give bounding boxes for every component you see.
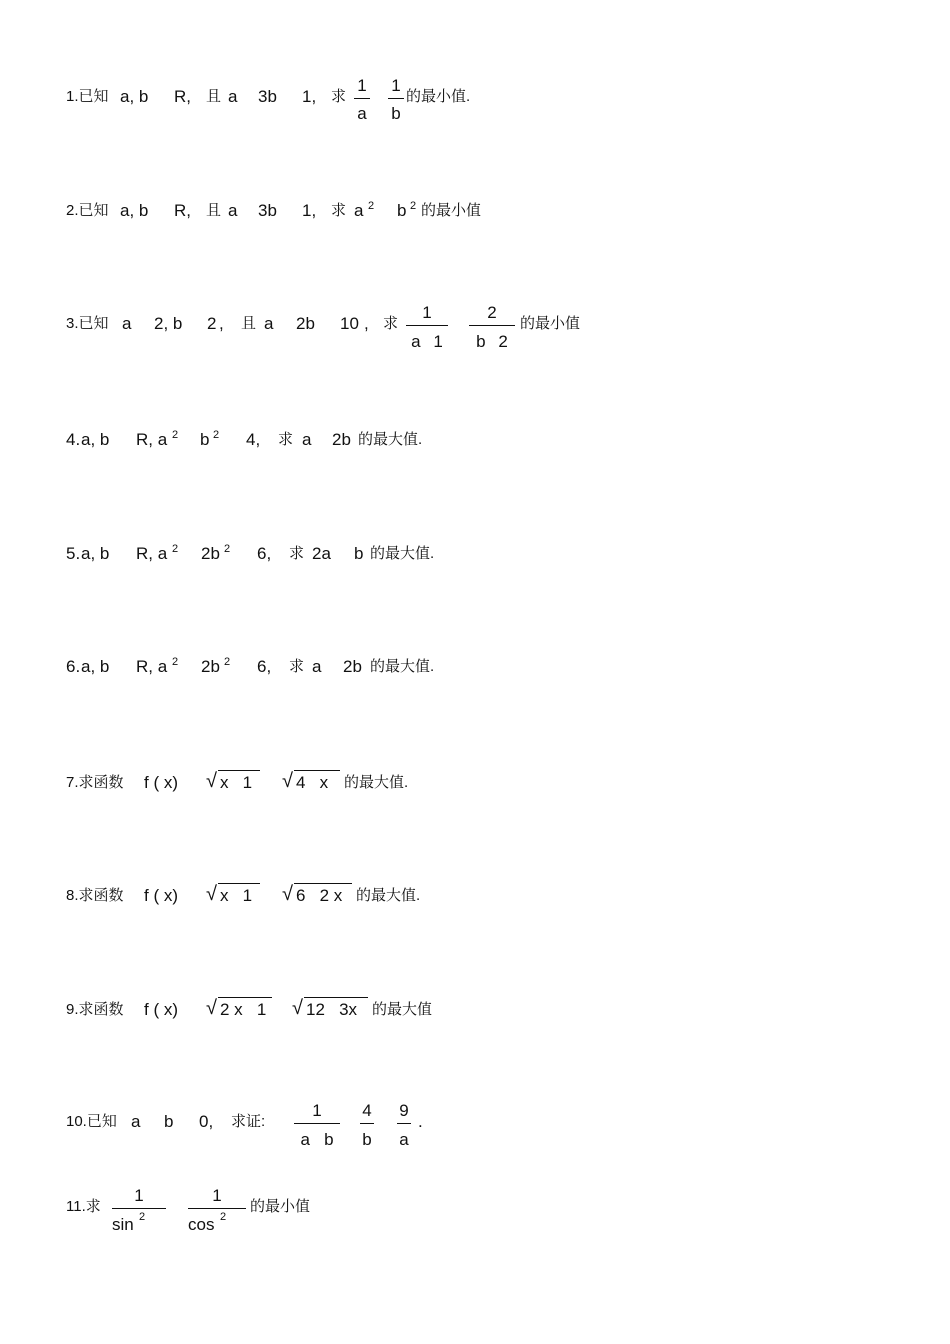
- q3-ten: 10: [340, 314, 359, 333]
- q10-b: b: [164, 1112, 174, 1131]
- q11-f2-exp: 2: [220, 1211, 227, 1223]
- q4-b: b: [200, 430, 210, 449]
- q9-radical-sign-1: √: [206, 997, 217, 1019]
- q4-tail: 的最大值.: [358, 431, 423, 448]
- q3-comma: ,: [219, 314, 224, 333]
- q6-2b-term: 2b: [343, 657, 362, 676]
- q4-a-exp: 2: [172, 429, 179, 441]
- q6-b-exp: 2: [224, 656, 231, 668]
- q10-f1-bar: [294, 1123, 340, 1124]
- q3-f1-num: 1: [422, 303, 432, 322]
- q4-qiu: 求: [278, 431, 294, 448]
- q5-2a: 2a: [312, 544, 331, 563]
- q3-f1-den: a 1: [411, 332, 443, 351]
- q6-label: 6.: [66, 657, 81, 676]
- q7-fx: f ( x): [144, 773, 178, 792]
- q1-setR: R,: [174, 87, 191, 106]
- q7-label: 7.求函数: [66, 774, 124, 791]
- q7-radicand-2: 4 x: [296, 773, 329, 792]
- q1-f1-num: 1: [357, 76, 367, 95]
- q11-f2-num: 1: [212, 1186, 222, 1205]
- q4-2b: 2b: [332, 430, 351, 449]
- q11-f1-den: sin: [112, 1215, 134, 1234]
- q6-tail: 的最大值.: [370, 658, 435, 675]
- q10-f2-num: 4: [362, 1101, 372, 1120]
- q9-vinculum-2: [304, 997, 368, 998]
- q7-tail: 的最大值.: [344, 774, 409, 791]
- q9-vinculum-1: [218, 997, 272, 998]
- q8-radical-sign-1: √: [206, 883, 217, 905]
- q6-a-exp: 2: [172, 656, 179, 668]
- q3-qie: 且: [241, 315, 257, 332]
- q11-tail: 的最小值: [250, 1198, 311, 1215]
- q11-f2-bar: [188, 1208, 246, 1209]
- q1-tail: 的最小值.: [406, 88, 471, 105]
- q2-one: 1,: [302, 201, 317, 220]
- q11-f1-num: 1: [134, 1186, 144, 1205]
- q7-vinculum-2: [294, 770, 340, 771]
- q4-label: 4.: [66, 430, 81, 449]
- q2-qiu: 求: [331, 202, 347, 219]
- q1-a: a: [228, 87, 238, 106]
- q6-qiu: 求: [289, 658, 305, 675]
- q5-label: 5.: [66, 544, 81, 563]
- q8-tail: 的最大值.: [356, 887, 421, 904]
- q10-f1-num: 1: [312, 1101, 322, 1120]
- q2-tail: 的最小值: [421, 202, 482, 219]
- q9-radicand-1: 2 x 1: [220, 1000, 267, 1019]
- q8-radicand-1: x 1: [220, 886, 253, 905]
- q5-b: b: [354, 544, 364, 563]
- q3-a: a: [122, 314, 132, 333]
- q3-comma2: ,: [364, 314, 369, 333]
- q8-label: 8.求函数: [66, 887, 124, 904]
- q3-label: 3.已知: [66, 315, 109, 332]
- q5-setR: R, a: [136, 544, 168, 563]
- q2-a-exp: 2: [368, 200, 375, 212]
- q1-vars: a, b: [120, 87, 149, 106]
- q7-vinculum-1: [218, 770, 260, 771]
- q1-qiu: 求: [331, 88, 347, 105]
- q10-f1-den: a b: [300, 1130, 334, 1149]
- q7-radical-sign-1: √: [206, 770, 217, 792]
- q3-qiu: 求: [383, 315, 399, 332]
- q3-f2-num: 2: [487, 303, 497, 322]
- q10-zero: 0,: [199, 1112, 214, 1131]
- q1-f1-den: a: [357, 104, 367, 123]
- q11-f1-exp: 2: [139, 1211, 146, 1223]
- q8-radicand-2: 6 2 x: [296, 886, 343, 905]
- q4-setR: R, a: [136, 430, 168, 449]
- q2-label: 2.已知: [66, 202, 109, 219]
- q5-qiu: 求: [289, 545, 305, 562]
- q2-a-sq: a: [354, 201, 364, 220]
- q10-qiuzheng: 求证:: [231, 1113, 266, 1130]
- q3-a2: a: [264, 314, 274, 333]
- q3-f2-bar: [469, 325, 515, 326]
- q3-tail: 的最小值: [520, 315, 581, 332]
- q1-f2-bar: [388, 98, 404, 99]
- q9-label: 9.求函数: [66, 1001, 124, 1018]
- q5-b-exp: 2: [224, 543, 231, 555]
- q5-2b: 2b: [201, 544, 220, 563]
- q2-b-sq: b: [397, 201, 407, 220]
- q2-a: a: [228, 201, 238, 220]
- q9-radical-sign-2: √: [292, 997, 303, 1019]
- q10-label: 10.已知: [66, 1113, 117, 1130]
- q6-six: 6,: [257, 657, 272, 676]
- q6-2b: 2b: [201, 657, 220, 676]
- q3-f2-den: b 2: [476, 332, 508, 351]
- q1-label: 1.已知: [66, 88, 109, 105]
- q3-2b-term: 2b: [296, 314, 315, 333]
- q8-vinculum-1: [218, 883, 260, 884]
- q2-3b: 3b: [258, 201, 277, 220]
- q10-dot: .: [418, 1112, 423, 1131]
- q5-tail: 的最大值.: [370, 545, 435, 562]
- q10-f3-den: a: [399, 1130, 409, 1149]
- q1-one: 1,: [302, 87, 317, 106]
- q4-vars: a, b: [81, 430, 110, 449]
- q10-f2-bar: [360, 1123, 374, 1124]
- q8-vinculum-2: [294, 883, 352, 884]
- q8-fx: f ( x): [144, 886, 178, 905]
- q8-radical-sign-2: √: [282, 883, 293, 905]
- q3-2b: 2, b: [154, 314, 183, 333]
- q2-vars: a, b: [120, 201, 149, 220]
- q4-b-exp: 2: [213, 429, 220, 441]
- q1-qie: 且: [206, 88, 222, 105]
- q1-f2-den: b: [391, 104, 401, 123]
- q1-3b: 3b: [258, 87, 277, 106]
- q5-a-exp: 2: [172, 543, 179, 555]
- q7-radicand-1: x 1: [220, 773, 253, 792]
- q6-a: a: [312, 657, 322, 676]
- q7-radical-sign-2: √: [282, 770, 293, 792]
- q4-a: a: [302, 430, 312, 449]
- q5-six: 6,: [257, 544, 272, 563]
- q11-f2-den: cos: [188, 1215, 215, 1234]
- q1-f2-num: 1: [391, 76, 401, 95]
- q2-setR: R,: [174, 201, 191, 220]
- q10-f3-num: 9: [399, 1101, 409, 1120]
- q5-vars: a, b: [81, 544, 110, 563]
- q9-fx: f ( x): [144, 1000, 178, 1019]
- q6-vars: a, b: [81, 657, 110, 676]
- q9-radicand-2: 12 3x: [306, 1000, 358, 1019]
- q3-f1-bar: [406, 325, 448, 326]
- q4-four: 4,: [246, 430, 261, 449]
- q10-f3-bar: [397, 1123, 411, 1124]
- q2-qie: 且: [206, 202, 222, 219]
- q2-b-exp: 2: [410, 200, 417, 212]
- q10-f2-den: b: [362, 1130, 372, 1149]
- q3-2: 2: [207, 314, 217, 333]
- q1-f1-bar: [354, 98, 370, 99]
- q6-setR: R, a: [136, 657, 168, 676]
- q10-a: a: [131, 1112, 141, 1131]
- q9-tail: 的最大值: [372, 1001, 433, 1018]
- q11-label: 11.求: [66, 1198, 101, 1215]
